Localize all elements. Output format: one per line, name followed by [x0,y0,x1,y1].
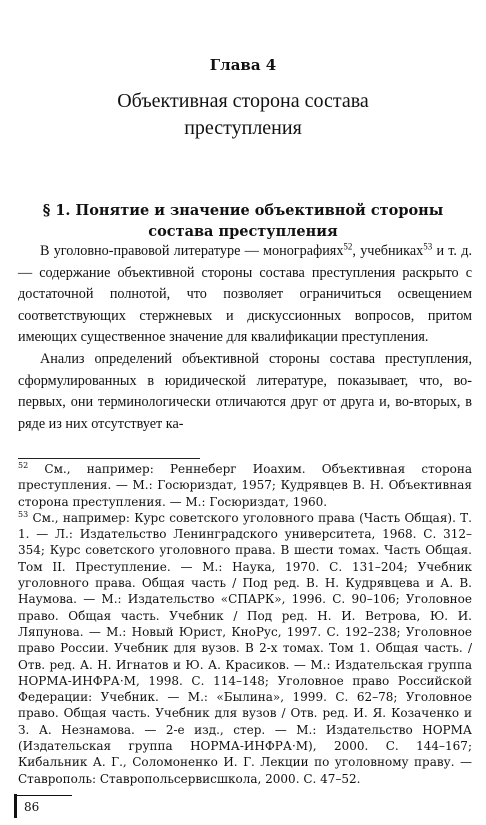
footnote-53-text: См., например: Курс советского уголовного права (Часть Общая). Т. 1. — Л.: Издательство Ленинградского университета, 1968. С. 312–354; Курс советского уголовного права. В шести томах. Часть Общая. Том II. Преступление. — М.: Наука, 1970. С. 131–204; Учебник уголовного права. Общая часть / Под ред. В. Н. Кудрявцева и А. В. Наумова. — М.: Издательство «СПАРК», 1996. С. 90–106; Уголовное право. Общая часть. Учебник / Под ред. Н. И. Ветрова, Ю. И. Ляпунова. — М.: Новый Юрист, КноРус, 1997. С. 192–238; Уголовное право России. Учебник для вузов. В 2-х томах. Том 1. Общая часть. / Отв. ред. А. Н. Игнатов и Ю. А. Красиков. — М.: Издательская группа НОРМА-ИНФРА·М, 1998. С. 114–148; Уголовное право Российской Федерации: Учебник. — М.: «Былина», 1999. С. 62–78; Уголовное право. Общая часть. Учебник для вузов / Отв. ред. И. Я. Козаченко и З. А. Незнамова. — 2-е изд., стер. — М.: Издательство НОРМА (Издательская группа НОРМА-ИНФРА·М), 2000. С. 144–167; Кибальник А. Г., Соломоненко И. Г. Лекции по уголовному праву. — Ставрополь: Ставропольсервисшкола, 2000. С. 47–52. [18,510,472,786]
paragraph-1-part-1: В уголовно-правовой литературе — монографиях [40,243,344,259]
footer-bar [14,794,17,818]
footnote-separator [18,458,200,459]
page-number: 86 [24,800,40,814]
chapter-heading: Глава 4 [209,56,277,74]
footnotes [18,461,472,787]
chapter-title [40,88,446,142]
footnote-ref-53: 53 [423,241,433,252]
footnote-ref-52: 52 [343,241,353,252]
footer-rule [14,795,72,796]
body-text [18,241,472,435]
chapter-title-line-1: Объективная сторона состава [117,90,369,112]
footnote-52 [18,461,472,510]
paragraph-2: Анализ определений объективной стороны состава преступления, сформулированных в юридической литературе, показывает, что, во-первых, они терминологически отличаются друг от друга и, во-вторых, в ряде из них отсутствует ка- [18,350,472,432]
footnote-52-number: 52 [18,461,29,470]
chapter-title-line-2: преступления [184,117,302,139]
section-heading-line-2: состава преступления [148,223,338,240]
paragraph-1-part-2: , учебниках [352,243,424,259]
section-heading [30,200,456,242]
footnote-53-number: 53 [18,509,29,519]
footnote-52-text: См., например: Реннеберг Иоахим. Объективная сторона преступления. — М.: Госюриздат, 1957; Кудрявцев В. Н. Объективная сторона преступления. — М.: Госюриздат, 1960. [18,462,472,509]
footnote-53 [18,510,472,787]
paragraph-1-part-3: и т. д. — содержание объективной стороны состава преступления раскрыто с достаточной полнотой, что позволяет ограничиться освещением соответствующих стержневых и дискуссионных вопросов, притом имеющих существенное значение для квалификации преступления. [18,243,472,346]
section-heading-line-1: § 1. Понятие и значение объективной стороны [42,202,444,219]
paragraph-1 [18,241,472,349]
